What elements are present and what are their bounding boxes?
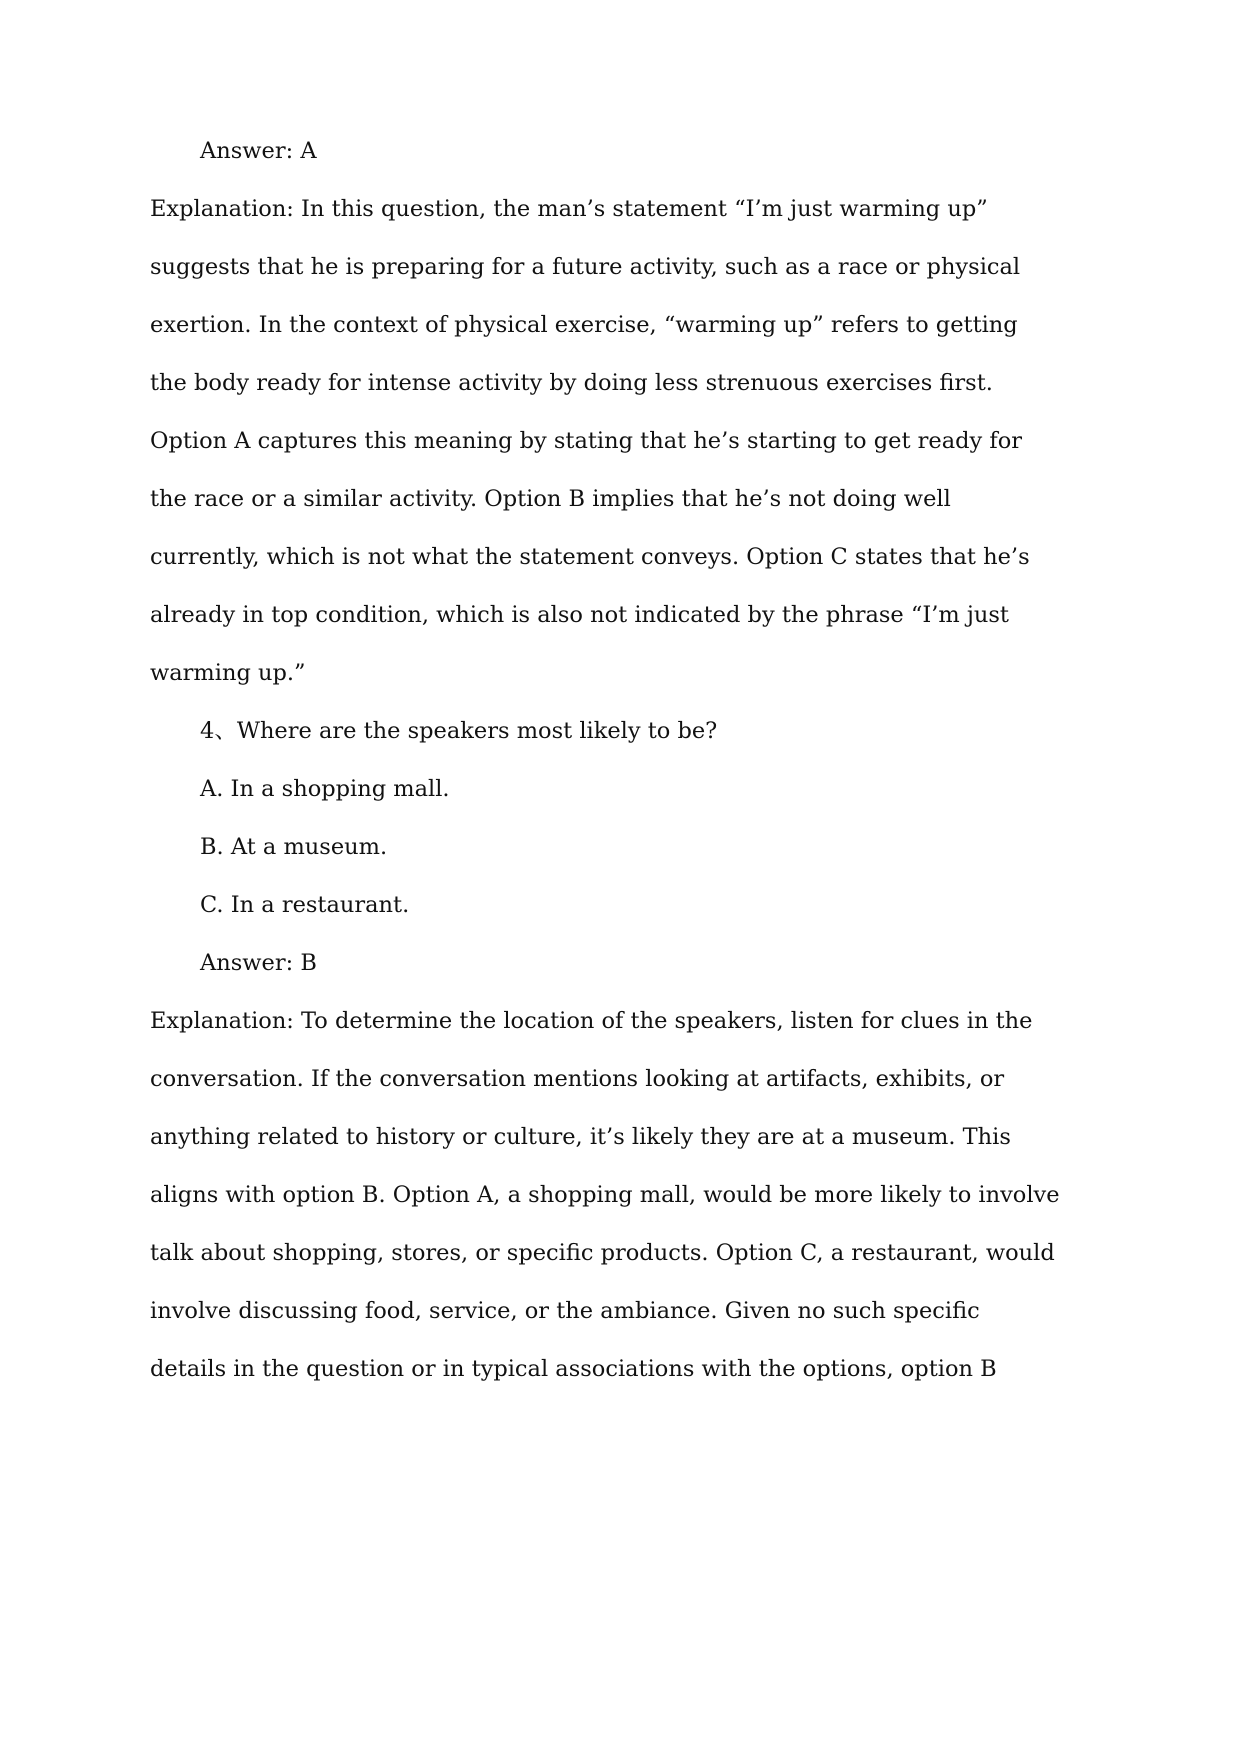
q4-answer: Answer: B	[200, 950, 317, 976]
q4-explanation-line-4: aligns with option B. Option A, a shopping mall, would be more likely to involve	[150, 1182, 1060, 1208]
q4-option-c: C. In a restaurant.	[200, 892, 410, 918]
q4-explanation-line-1: Explanation: To determine the location of the speakers, listen for clues in the	[150, 1008, 1033, 1034]
q3-explanation-line-9: warming up.”	[150, 660, 306, 686]
q4-explanation-line-3: anything related to history or culture, it’s likely they are at a museum. This	[150, 1124, 1011, 1150]
q4-option-b: B. At a museum.	[200, 834, 388, 860]
q3-explanation-line-3: exertion. In the context of physical exercise, “warming up” refers to getting	[150, 312, 1018, 338]
q3-explanation-line-2: suggests that he is preparing for a future activity, such as a race or physical	[150, 254, 1021, 280]
q4-option-a: A. In a shopping mall.	[200, 776, 450, 802]
q3-explanation-line-6: the race or a similar activity. Option B implies that he’s not doing well	[150, 486, 951, 512]
q4-question: 4、Where are the speakers most likely to be?	[200, 718, 718, 744]
q4-explanation-line-7: details in the question or in typical associations with the options, option B	[150, 1356, 997, 1382]
q4-explanation-line-2: conversation. If the conversation mentions looking at artifacts, exhibits, or	[150, 1066, 1005, 1092]
q3-explanation-line-4: the body ready for intense activity by doing less strenuous exercises first.	[150, 370, 993, 396]
q3-explanation-line-7: currently, which is not what the statement conveys. Option C states that he’s	[150, 544, 1030, 570]
q3-answer: Answer: A	[200, 138, 317, 164]
q4-explanation-line-5: talk about shopping, stores, or specific products. Option C, a restaurant, would	[150, 1240, 1055, 1266]
q4-explanation-line-6: involve discussing food, service, or the ambiance. Given no such specific	[150, 1298, 980, 1324]
q3-explanation-line-1: Explanation: In this question, the man’s statement “I’m just warming up”	[150, 196, 988, 222]
q3-explanation-line-8: already in top condition, which is also not indicated by the phrase “I’m just	[150, 602, 1009, 628]
q3-explanation-line-5: Option A captures this meaning by stating that he’s starting to get ready for	[150, 428, 1023, 454]
